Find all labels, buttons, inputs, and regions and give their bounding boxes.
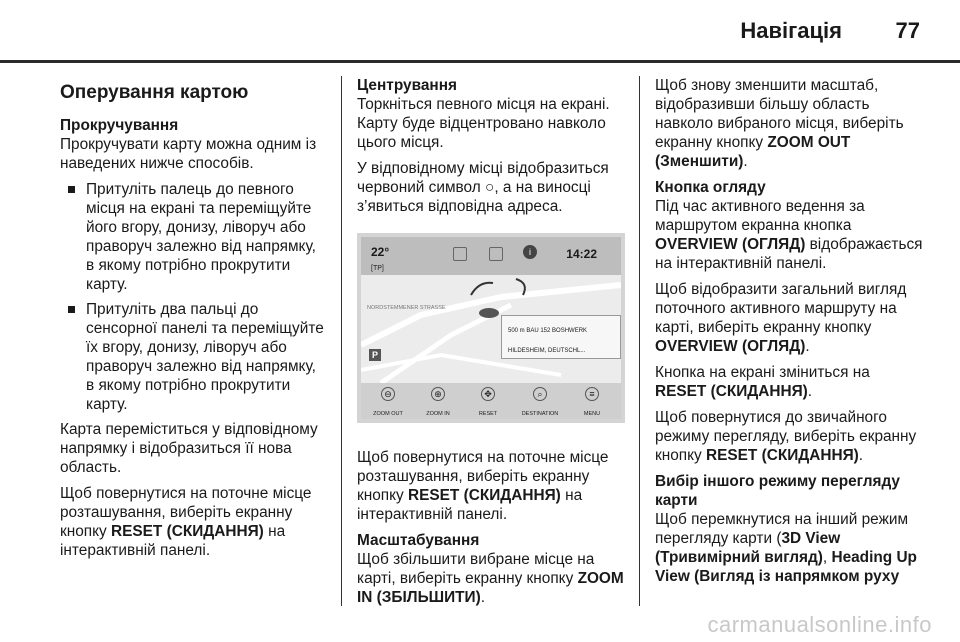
screen-status-bar <box>361 237 621 275</box>
music-icon <box>453 247 467 261</box>
paragraph: Щоб повернутися до звичайного режиму перегляду, виберіть екранну кнопку RESET (СКИДАННЯ). <box>655 409 917 464</box>
subheading-overview: Кнопка огляду <box>655 179 766 196</box>
map-view <box>361 275 621 383</box>
zoom-in-icon: ⊕ <box>431 387 445 401</box>
subheading-view-mode: Вибір іншого режиму перегляду карти <box>655 473 900 509</box>
page-number: 77 <box>895 18 920 43</box>
menu-icon: ≡ <box>585 387 599 401</box>
zoom-out-button: ⊖ ZOOM OUT <box>373 389 403 417</box>
destination-button: ⌕ DESTINATION <box>521 389 559 417</box>
subheading-zoom: Масштабування <box>357 532 480 549</box>
destination-icon: ⌕ <box>533 387 547 401</box>
chapter-title: Навігація <box>740 18 842 43</box>
column-2 <box>357 76 625 614</box>
paragraph: У відповідному місці відобразиться червоний символ ○, а на виносці з’явиться відповідна адреса. <box>357 160 609 215</box>
section-title: Оперування картою <box>60 82 249 103</box>
page-header <box>0 0 960 62</box>
street-label: NORDSTEMMENER STRASSE <box>367 305 446 311</box>
info-icon: i <box>523 245 537 259</box>
paragraph: Щоб перемкнутися на інший режим перегляду карти (3D View (Тривимірний вигляд), Heading Up View (Вигляд із напрямком руху <box>655 511 917 585</box>
reset-button: ✥ RESET <box>478 389 498 417</box>
paragraph: Щоб повернутися на поточне місце розташування, виберіть екранну кнопку RESET (СКИДАННЯ) на інтерактивній панелі. <box>60 485 312 559</box>
column-1 <box>60 76 328 567</box>
paragraph: Щоб збільшити вибране місце на карті, виберіть екранну кнопку ZOOM IN (ЗБІЛЬШИТИ). <box>357 551 624 606</box>
reset-icon: ✥ <box>481 387 495 401</box>
paragraph: Щоб повернутися на поточне місце розташування, виберіть екранну кнопку RESET (СКИДАННЯ) на інтерактивній панелі. <box>357 449 609 523</box>
paragraph: Торкніться певного місця на екрані. Карту буде відцентровано навколо цього місця. <box>357 96 610 151</box>
column-divider <box>341 76 342 606</box>
bullet-item: Притуліть палець до певного місця на екрані та переміщуйте його вгору, донизу, ліворуч або праворуч залежно від напрямку, в якому потрібно прокрутити карту. <box>60 180 328 294</box>
menu-button: ≡ MENU <box>583 389 601 417</box>
parking-icon: P <box>369 349 381 361</box>
temperature: 22° <box>371 245 390 259</box>
column-3 <box>655 76 923 593</box>
clock: 14:22 <box>566 247 597 261</box>
subheading-centering: Центрування <box>357 77 457 94</box>
bullet-item: Притуліть два пальці до сенсорної панелі та переміщуйте їх вгору, донизу, ліворуч або праворуч залежно від напрямку, в якому потрібно прокрутити карту. <box>60 300 328 414</box>
zoom-in-button: ⊕ ZOOM IN <box>426 389 450 417</box>
paragraph: Кнопка на екрані зміниться на RESET (СКИДАННЯ). <box>655 364 870 400</box>
tp-indicator: [TP] <box>371 265 384 272</box>
paragraph: Щоб відобразити загальний вигляд поточного активного маршруту на карті, виберіть екранну кнопку OVERVIEW (ОГЛЯД). <box>655 281 907 355</box>
navigation-screen-image <box>357 233 625 423</box>
bullet-list <box>60 180 328 414</box>
column-divider <box>639 76 640 606</box>
paragraph: Щоб знову зменшити масштаб, відобразивши більшу область навколо вибраного місця, виберіть екранну кнопку ZOOM OUT (Зменшити). <box>655 77 904 170</box>
paragraph: Карта переміститься у відповідному напрямку і відобразиться її нова область. <box>60 421 318 476</box>
paragraph: Під час активного ведення за маршрутом екранна кнопка OVERVIEW (ОГЛЯД) відображається на інтерактивній панелі. <box>655 198 923 272</box>
phone-icon <box>489 247 503 261</box>
screen-action-bar <box>361 383 621 419</box>
paragraph: Прокручувати карту можна одним із наведених нижче способів. <box>60 136 317 172</box>
header-divider <box>0 60 960 63</box>
subheading-scrolling: Прокручування <box>60 117 179 134</box>
watermark: carmanualsonline.info <box>707 612 932 637</box>
zoom-out-icon: ⊖ <box>381 387 395 401</box>
address-callout: 500 m BAU 152 BOSHWERK HILDESHEIM, DEUTSCHL... <box>501 315 621 359</box>
